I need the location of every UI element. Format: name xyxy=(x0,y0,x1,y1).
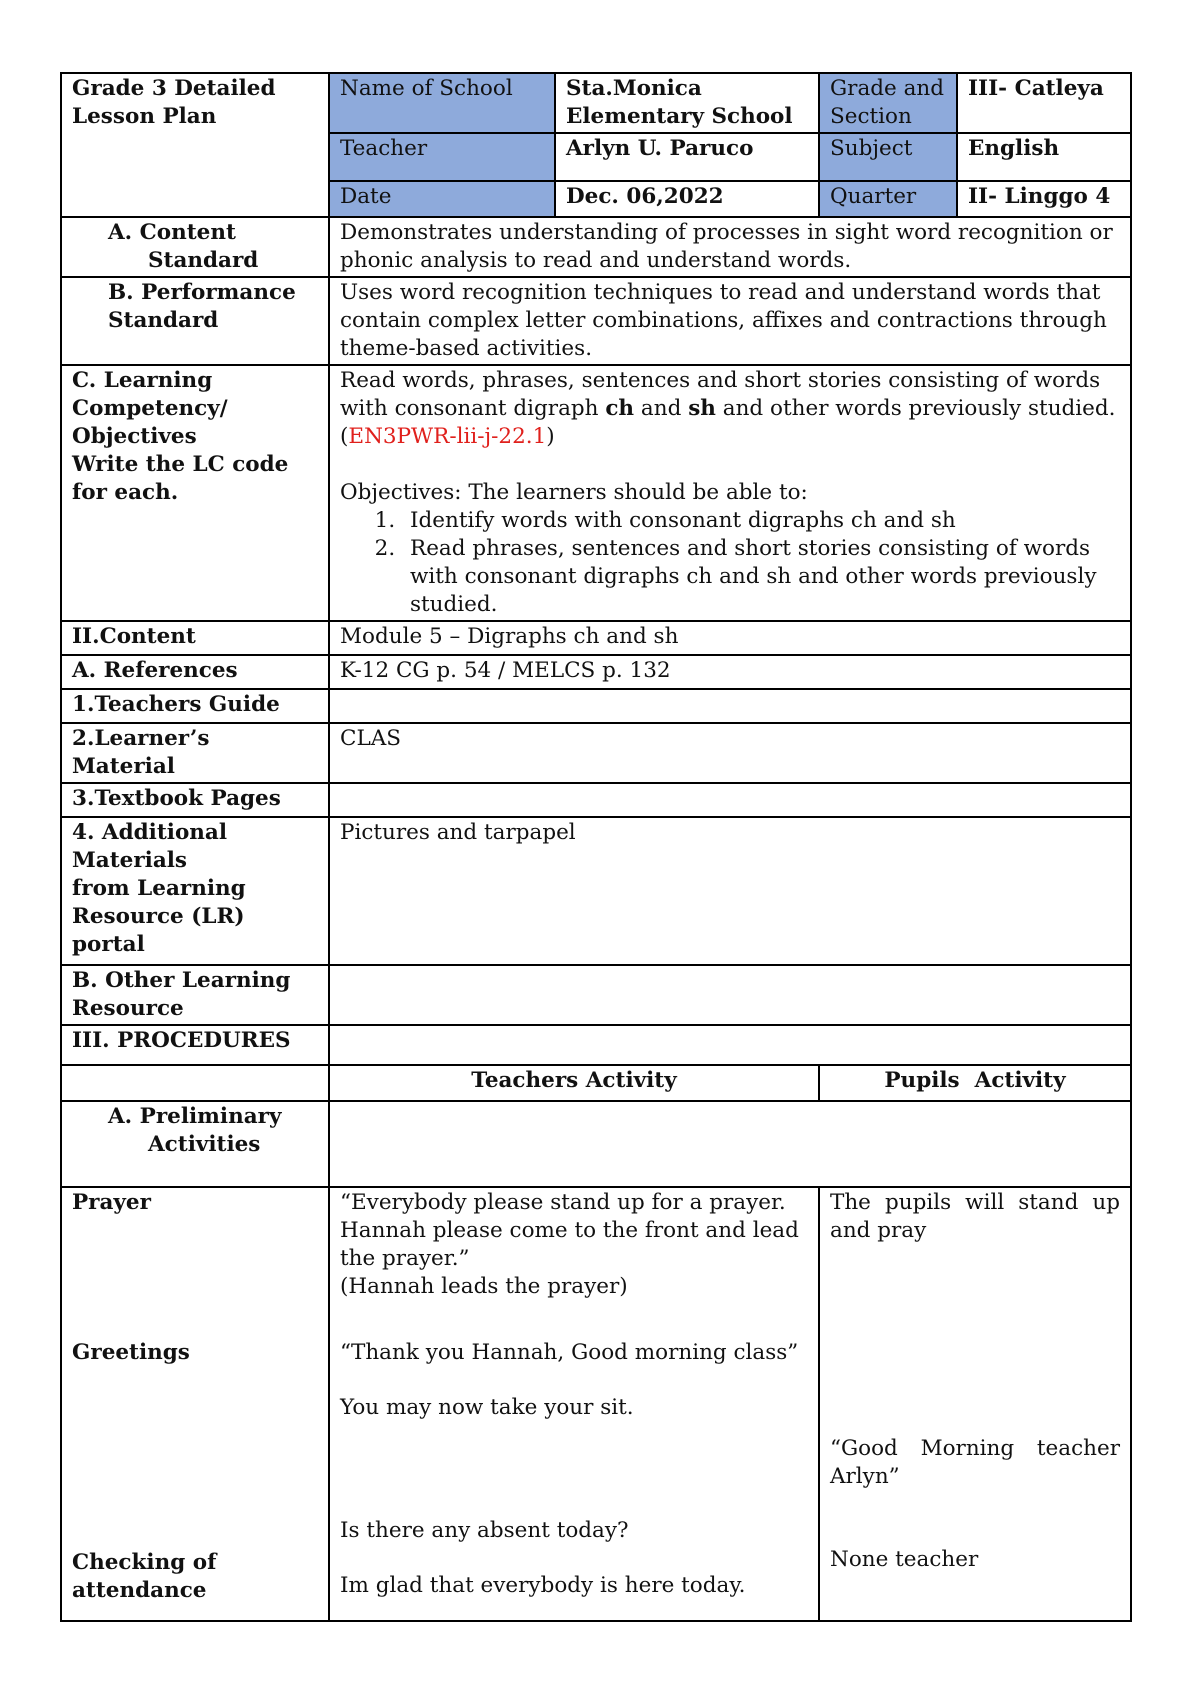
other-resource-label: B. Other Learning Resource xyxy=(61,965,329,1025)
subject-value: English xyxy=(957,133,1131,181)
lc-code: (EN3PWR-lii-j-22.1) xyxy=(340,424,555,449)
activity-labels xyxy=(61,1187,329,1621)
competency-statement: Read words, phrases, sentences and short stories consisting of words with consonant digraph ch and sh and other words previously studied. xyxy=(340,368,1116,421)
objectives-intro: Objectives: The learners should be able to: xyxy=(340,480,808,505)
lesson-plan-table xyxy=(60,72,1132,1622)
quarter-label: Quarter xyxy=(819,181,957,217)
content-standard-label: A. Content Standard xyxy=(61,217,329,277)
other-resource-value xyxy=(329,965,1131,1025)
content-value: Module 5 – Digraphs ch and sh xyxy=(329,621,1131,655)
grade-section-value: III- Catleya xyxy=(957,73,1131,133)
grade-section-label: Grade and Section xyxy=(819,73,957,133)
teacher-label: Teacher xyxy=(329,133,555,181)
preliminary-activities-value xyxy=(329,1101,1131,1187)
performance-standard-label: B. Performance Standard xyxy=(61,277,329,365)
teachers-activity-header: Teachers Activity xyxy=(329,1065,819,1101)
pupils-activity-cell: The pupils will stand up and pray “Good Morning teacher Arlyn” None teacher xyxy=(819,1187,1131,1621)
attendance-label-line1: Checking of xyxy=(72,1550,217,1575)
quarter-value: II- Linggo 4 xyxy=(957,181,1131,217)
teachers-guide-value xyxy=(329,689,1131,723)
procedures-value xyxy=(329,1025,1131,1065)
preliminary-activities-label: A. Preliminary Activities xyxy=(61,1101,329,1187)
performance-standard-text: Uses word recognition techniques to read and understand words that contain complex letter combinations, affixes and contractions through theme-based activities. xyxy=(329,277,1131,365)
date-value: Dec. 06,2022 xyxy=(555,181,819,217)
school-value: Sta.Monica Elementary School xyxy=(555,73,819,133)
textbook-pages-value xyxy=(329,783,1131,817)
school-label: Name of School xyxy=(329,73,555,133)
additional-materials-label: 4. Additional Materials from Learning Resource (LR) portal xyxy=(61,817,329,965)
teachers-activity-cell: “Everybody please stand up for a prayer. Hannah please come to the front and lead the prayer.” (Hannah leads the prayer) “Thank you Hannah, Good morning class” You may now take your sit. Is there any absent today? Im glad that everybody is here today. xyxy=(329,1187,819,1621)
greetings-label: Greetings xyxy=(72,1340,190,1365)
procedures-label: III. PROCEDURES xyxy=(61,1025,329,1065)
activity-header-blank xyxy=(61,1065,329,1101)
objectives-list xyxy=(340,507,1120,619)
learners-material-value: CLAS xyxy=(329,723,1131,783)
attendance-label-line2: attendance xyxy=(72,1578,207,1603)
lesson-plan-title: Grade 3 Detailed Lesson Plan xyxy=(61,73,329,217)
subject-label: Subject xyxy=(819,133,957,181)
additional-materials-value: Pictures and tarpapel xyxy=(329,817,1131,965)
prayer-label: Prayer xyxy=(72,1190,151,1215)
textbook-pages-label: 3.Textbook Pages xyxy=(61,783,329,817)
objective-item: 1. Identify words with consonant digraphs ch and sh xyxy=(402,507,1120,535)
references-value: K-12 CG p. 54 / MELCS p. 132 xyxy=(329,655,1131,689)
references-label: A. References xyxy=(61,655,329,689)
teacher-value: Arlyn U. Paruco xyxy=(555,133,819,181)
teachers-guide-label: 1.Teachers Guide xyxy=(61,689,329,723)
content-label: II.Content xyxy=(61,621,329,655)
learning-competency-text xyxy=(329,365,1131,621)
learning-competency-label: C. Learning Competency/ Objectives Write the LC code for each. xyxy=(61,365,329,621)
date-label: Date xyxy=(329,181,555,217)
objective-item: 2. Read phrases, sentences and short stories consisting of words with consonant digraphs ch and sh and other words previously studied. xyxy=(402,535,1120,619)
learners-material-label: 2.Learner’s Material xyxy=(61,723,329,783)
pupils-activity-header: Pupils Activity xyxy=(819,1065,1131,1101)
content-standard-text: Demonstrates understanding of processes in sight word recognition or phonic analysis to read and understand words. xyxy=(329,217,1131,277)
